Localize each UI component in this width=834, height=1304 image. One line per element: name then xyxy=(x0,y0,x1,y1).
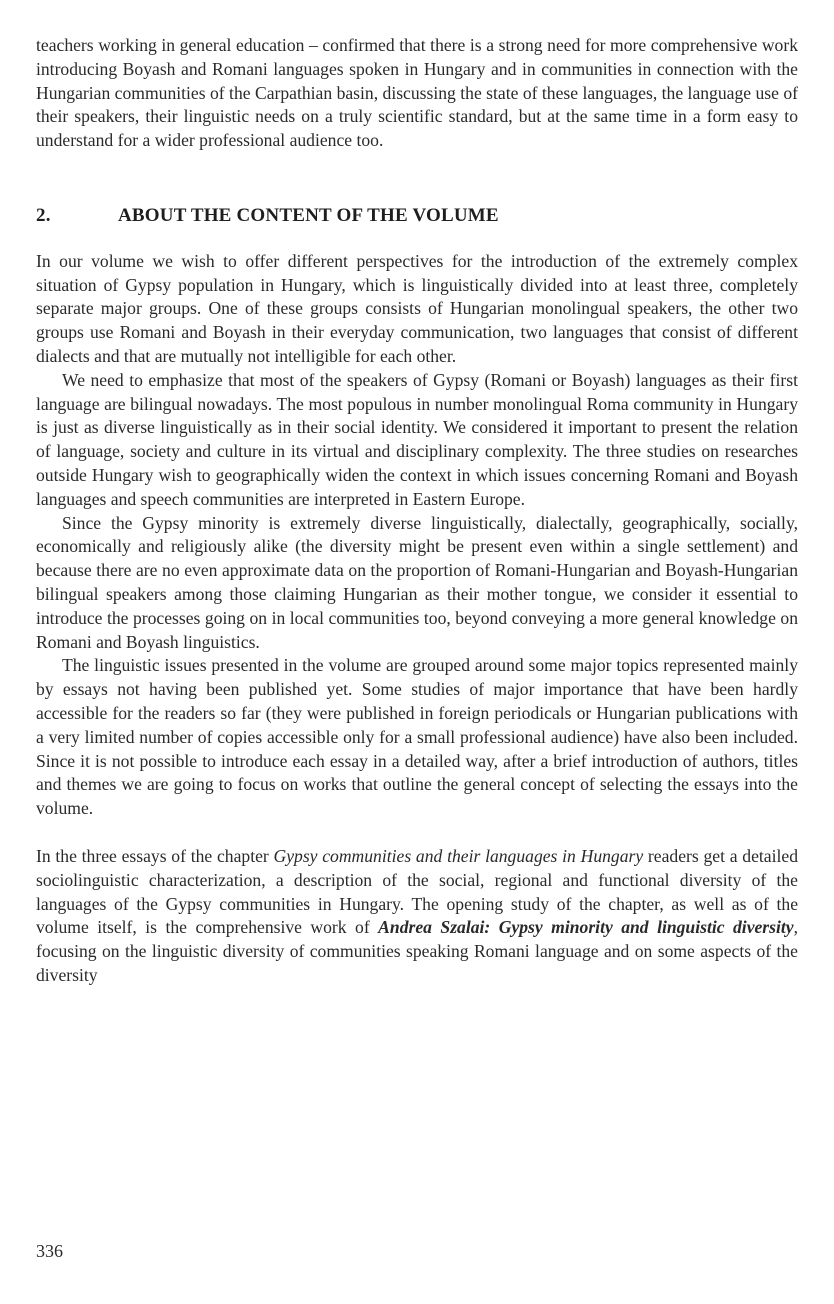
final-text-1: In the three essays of the chapter xyxy=(36,845,274,866)
page-number: 336 xyxy=(36,1241,63,1261)
body-paragraph-4: The linguistic issues presented in the volume are grouped around some major topics represented mainly by essays not having been published yet. Some studies of major importance that have been hardly accessible for the readers so far (they were published in foreign periodicals or Hungarian publications with a very limited number of copies accessible only for a small professional audience) have also been included. Since it is not possible to introduce each essay in a detailed way, after a brief introduction of authors, titles and themes we are going to focus on works that outline the general concept of selecting the essays into the volume. xyxy=(36,655,798,819)
author-work-title: Andrea Szalai: Gypsy minority and linguistic diversity xyxy=(378,917,794,938)
intro-paragraph: teachers working in general education – confirmed that there is a strong need for more comprehensive work introducing Boyash and Romani languages spoken in Hungary and in communities in connection with the Hungarian communities of the Carpathian basin, discussing the state of these languages, the language use of their speakers, their linguistic needs on a truly scientific standard, but at the same time in a form easy to understand for a wider professional audience too. xyxy=(36,35,798,151)
body-paragraph-3: Since the Gypsy minority is extremely diverse linguistically, dialectally, geographically, socially, economically and religiously alike (the diversity might be present even within a single settlement) and because there are no even approximate data on the proportion of Romani-Hungarian and Boyash-Hungarian bilingual speakers among those claiming Hungarian as their mother tongue, we consider it essential to introduce the processes going on in local communities too, beyond conveying a more general knowledge on Romani and Boyash linguistics. xyxy=(36,512,798,652)
body-paragraph-1: In our volume we wish to offer different perspectives for the introduction of the extremely complex situation of Gypsy population in Hungary, which is linguistically divided into at least three, completely separate major groups. One of these groups consists of Hungarian monolingual speakers, the other two groups use Romani and Boyash in their everyday communication, two languages that consist of different dialects and that are mutually not intelligible for each other. xyxy=(36,250,798,366)
final-paragraph xyxy=(36,845,798,988)
body-paragraph-2: We need to emphasize that most of the speakers of Gypsy (Romani or Boyash) languages as their first language are bilingual nowadays. The most populous in number monolingual Roma community in Hungary is just as diverse linguistically as in their social identity. We considered it important to present the relation of language, society and culture in its virtual and disciplinary complexity. The three studies on researches outside Hungary wish to geographically widen the context in which issues concerning Romani and Boyash languages and speech communities are interpreted in Eastern Europe. xyxy=(36,369,798,509)
chapter-title-italic: Gypsy communities and their languages in Hungary xyxy=(273,845,644,866)
section-number: 2. xyxy=(36,204,51,226)
page-body xyxy=(36,34,798,988)
section-title: ABOUT THE CONTENT OF THE VOLUME xyxy=(118,204,499,226)
final-text-2: readers get a detailed sociolinguistic characterization, a description of the social, regional and functional diversity of the languages of the Gypsy communities in Hungary. The opening study of the chapter, as well as of the volume itself, is the comprehensive work of xyxy=(36,845,798,938)
final-text-3: , focusing on the linguistic diversity of communities speaking Romani language and on some aspects of the diversity xyxy=(36,917,798,985)
section-heading xyxy=(36,204,798,228)
